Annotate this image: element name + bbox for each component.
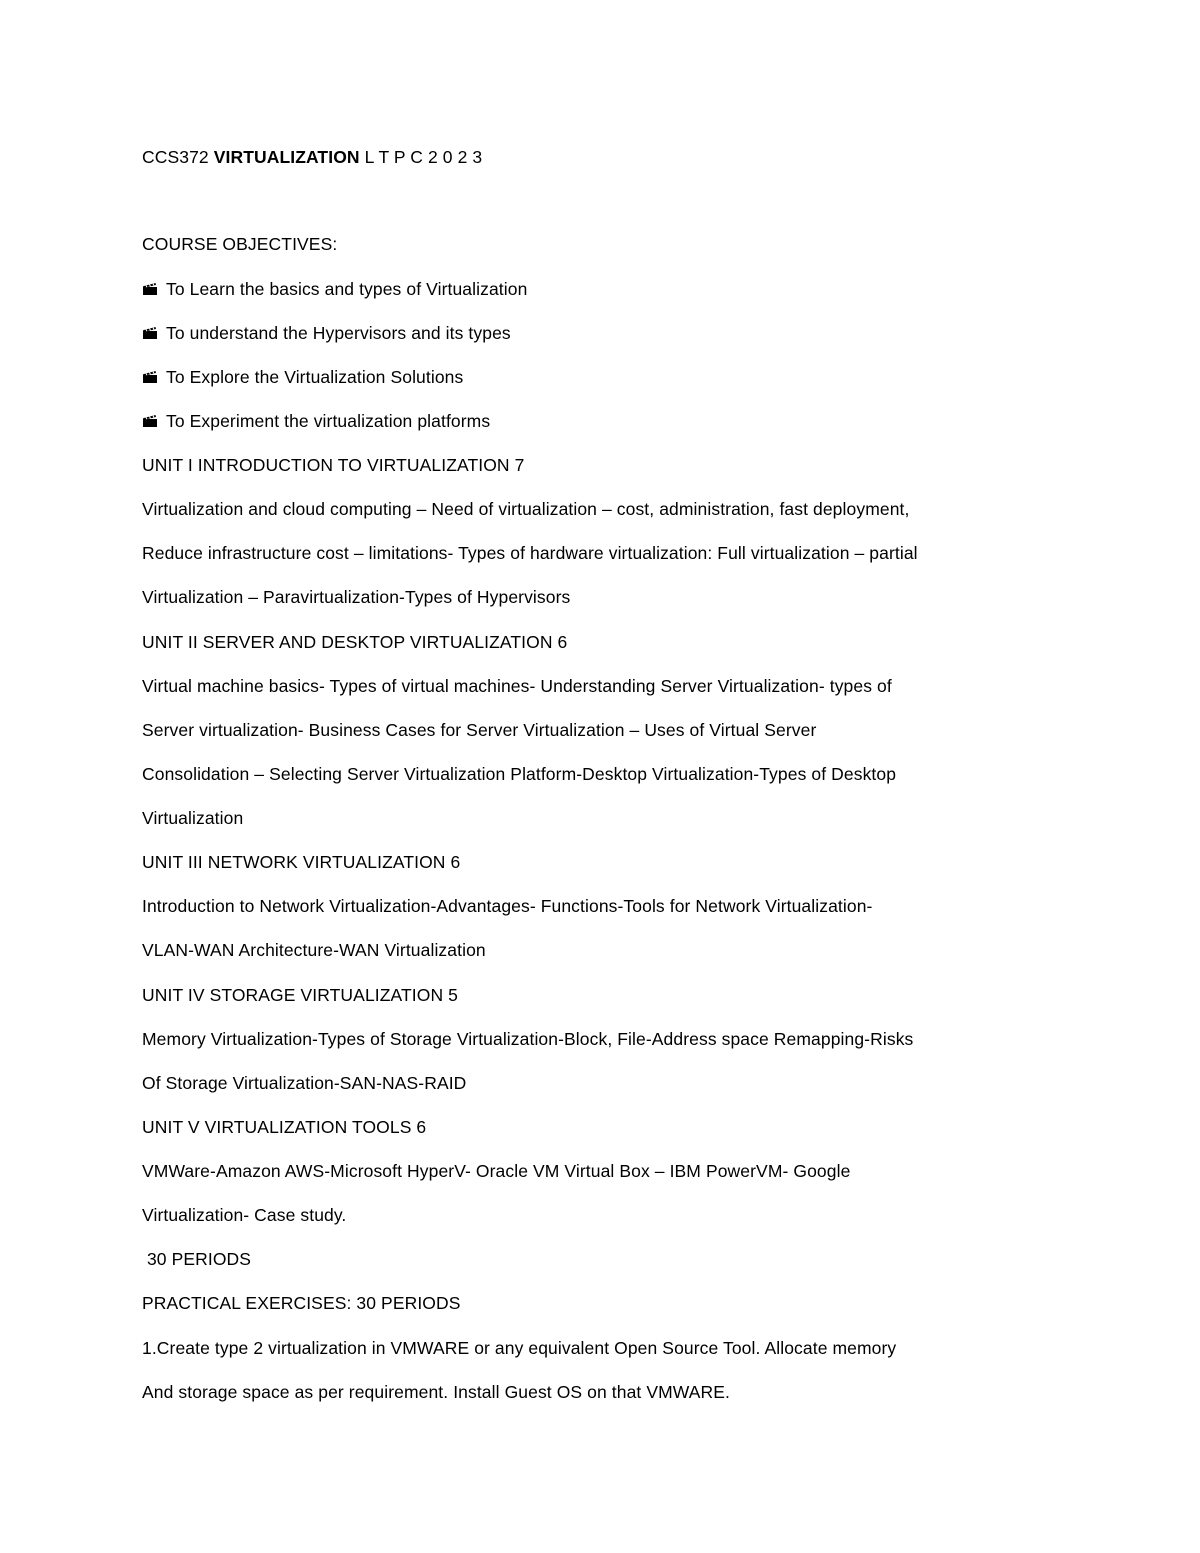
unit-text-line: Memory Virtualization-Types of Storage Virtualization-Block, File-Address space Remapping-Risks — [142, 1029, 914, 1049]
unit-text-line: VLAN-WAN Architecture-WAN Virtualization — [142, 940, 486, 960]
practical-text-line: 1.Create type 2 virtualization in VMWARE or any equivalent Open Source Tool. Allocate memory — [142, 1338, 897, 1358]
clapperboard-icon — [142, 327, 158, 340]
objective-item — [142, 278, 527, 300]
unit-title: UNIT III NETWORK VIRTUALIZATION 6 — [142, 852, 461, 872]
unit-text-line: Virtualization and cloud computing – Need of virtualization – cost, administration, fast deployment, — [142, 499, 910, 519]
objective-text: To Learn the basics and types of Virtualization — [166, 279, 528, 299]
clapperboard-icon — [142, 371, 158, 384]
course-code: CCS372 — [142, 147, 209, 167]
objective-text: To Experiment the virtualization platforms — [166, 411, 491, 431]
objective-item — [142, 366, 463, 388]
practical-heading: PRACTICAL EXERCISES: 30 PERIODS — [142, 1293, 461, 1313]
course-ltpc: L T P C 2 0 2 3 — [364, 147, 483, 167]
unit-text-line: VMWare-Amazon AWS-Microsoft HyperV- Oracle VM Virtual Box – IBM PowerVM- Google — [142, 1161, 851, 1181]
practical-text-line: And storage space as per requirement. Install Guest OS on that VMWARE. — [142, 1382, 731, 1402]
unit-text-line: Virtualization — [142, 808, 244, 828]
course-header — [142, 146, 482, 168]
unit-text-line: Introduction to Network Virtualization-Advantages- Functions-Tools for Network Virtualization- — [142, 896, 873, 916]
unit-text-line: Virtual machine basics- Types of virtual machines- Understanding Server Virtualization- types of — [142, 676, 892, 696]
objective-item — [142, 322, 511, 344]
unit-text-line: Virtualization – Paravirtualization-Types of Hypervisors — [142, 587, 571, 607]
unit-text-line: Of Storage Virtualization-SAN-NAS-RAID — [142, 1073, 467, 1093]
unit-text-line: Virtualization- Case study. — [142, 1205, 347, 1225]
total-periods: 30 PERIODS — [142, 1249, 252, 1269]
unit-title: UNIT I INTRODUCTION TO VIRTUALIZATION 7 — [142, 455, 525, 475]
clapperboard-icon — [142, 415, 158, 428]
course-title: VIRTUALIZATION — [213, 147, 360, 167]
objective-text: To Explore the Virtualization Solutions — [166, 367, 464, 387]
unit-text-line: Reduce infrastructure cost – limitations- Types of hardware virtualization: Full virtualization – partial — [142, 543, 918, 563]
clapperboard-icon — [142, 283, 158, 296]
objective-text: To understand the Hypervisors and its types — [166, 323, 511, 343]
unit-title: UNIT IV STORAGE VIRTUALIZATION 5 — [142, 985, 458, 1005]
objectives-heading: COURSE OBJECTIVES: — [142, 234, 338, 254]
unit-text-line: Server virtualization- Business Cases for Server Virtualization – Uses of Virtual Server — [142, 720, 817, 740]
unit-title: UNIT II SERVER AND DESKTOP VIRTUALIZATION 6 — [142, 632, 568, 652]
unit-text-line: Consolidation – Selecting Server Virtualization Platform-Desktop Virtualization-Types of Desktop — [142, 764, 897, 784]
unit-title: UNIT V VIRTUALIZATION TOOLS 6 — [142, 1117, 427, 1137]
objective-item — [142, 410, 490, 432]
